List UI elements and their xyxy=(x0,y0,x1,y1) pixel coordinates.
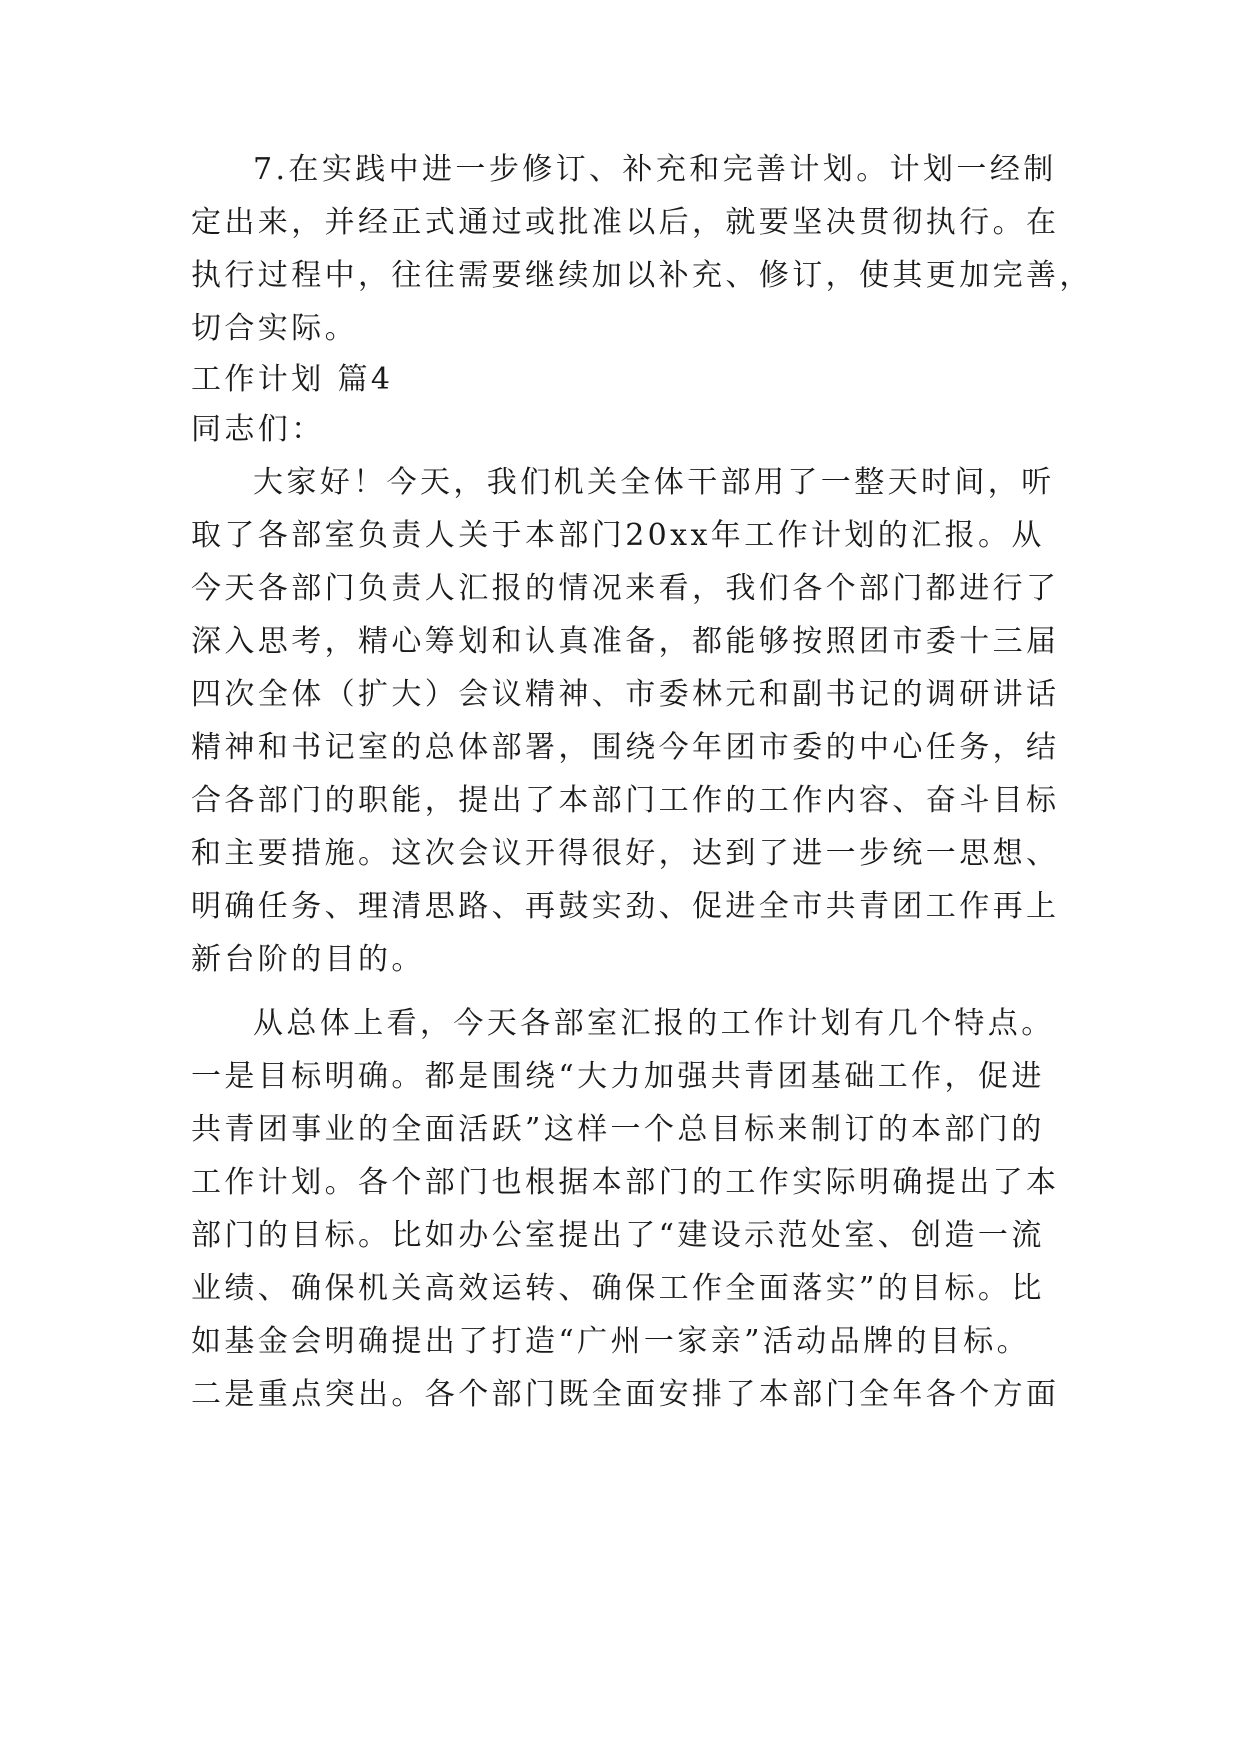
paragraph-line: 二是重点突出。各个部门既全面安排了本部门全年各个方面 xyxy=(191,1377,1060,1412)
paragraph-line: 部门的目标。比如办公室提出了“建设示范处室、创造一流 xyxy=(191,1218,1045,1253)
paragraph-line: 合各部门的职能，提出了本部门工作的工作内容、奋斗目标 xyxy=(191,783,1060,818)
paragraph-line: 共青团事业的全面活跃”这样一个总目标来制订的本部门的 xyxy=(191,1112,1045,1147)
paragraph-line: 四次全体（扩大）会议精神、市委林元和副书记的调研讲话 xyxy=(191,677,1060,712)
paragraph-line: 大家好！今天，我们机关全体干部用了一整天时间，听 xyxy=(253,465,1055,500)
paragraph-line: 明确任务、理清思路、再鼓实劲、促进全市共青团工作再上 xyxy=(191,889,1060,924)
paragraph-line: 精神和书记室的总体部署，围绕今年团市委的中心任务，结 xyxy=(191,730,1060,765)
paragraph-line: 执行过程中，往往需要继续加以补充、修订，使其更加完善， xyxy=(191,258,1093,293)
paragraph-line: 业绩、确保机关高效运转、确保工作全面落实”的目标。比 xyxy=(191,1271,1045,1306)
paragraph-line: 定出来，并经正式通过或批准以后，就要坚决贯彻执行。在 xyxy=(191,205,1060,240)
paragraph-line: 一是目标明确。都是围绕“大力加强共青团基础工作，促进 xyxy=(191,1059,1045,1094)
paragraph-line: 和主要措施。这次会议开得很好，达到了进一步统一思想、 xyxy=(191,836,1060,871)
paragraph-line: 今天各部门负责人汇报的情况来看，我们各个部门都进行了 xyxy=(191,571,1060,606)
paragraph-line: 取了各部室负责人关于本部门20xx年工作计划的汇报。从 xyxy=(191,518,1045,553)
paragraph-line: 深入思考，精心筹划和认真准备，都能够按照团市委十三届 xyxy=(191,624,1060,659)
paragraph-line: 切合实际。 xyxy=(191,311,358,346)
paragraph-line: 从总体上看，今天各部室汇报的工作计划有几个特点。 xyxy=(253,1006,1055,1041)
paragraph-line: 工作计划。各个部门也根据本部门的工作实际明确提出了本 xyxy=(191,1165,1060,1200)
paragraph-line: 新台阶的目的。 xyxy=(191,942,425,977)
paragraph-line: 7.在实践中进一步修订、补充和完善计划。计划一经制 xyxy=(253,152,1057,187)
section-heading: 工作计划 篇4 xyxy=(191,362,394,397)
salutation: 同志们： xyxy=(191,412,325,447)
paragraph-line: 如基金会明确提出了打造“广州一家亲”活动品牌的目标。 xyxy=(191,1324,1031,1359)
